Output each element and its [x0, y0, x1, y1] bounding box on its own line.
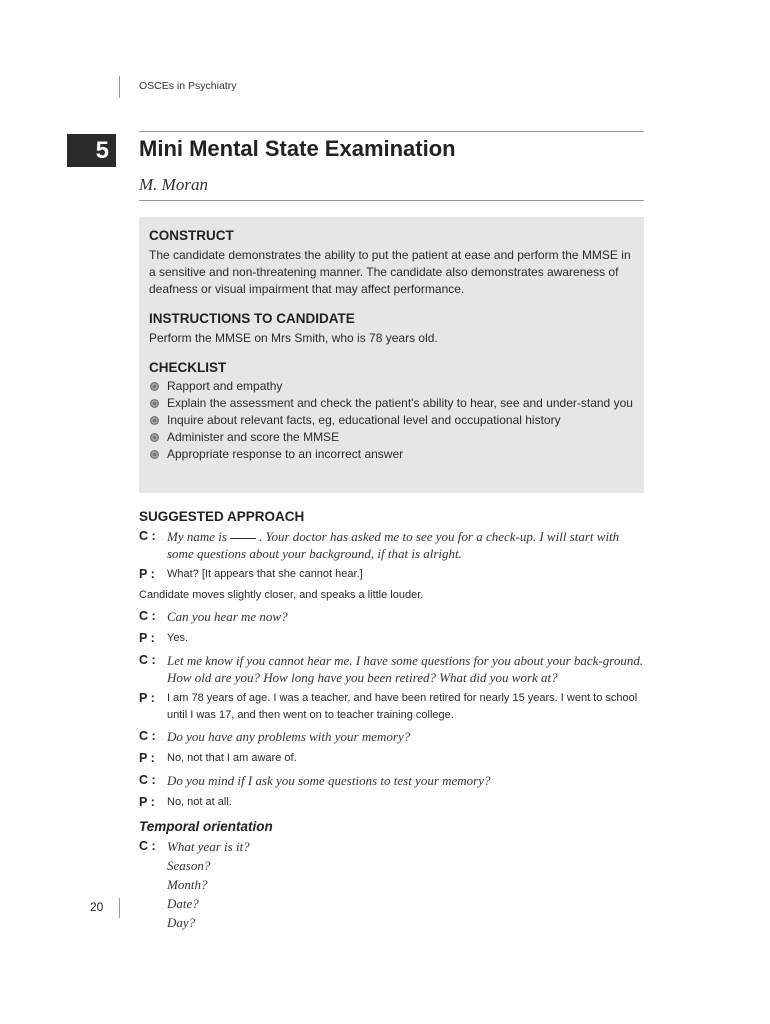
title-rule-bottom — [139, 200, 644, 201]
utterance-text: Do you mind if I ask you some questions to test your memory? — [167, 773, 491, 788]
utterance-text: Can you hear me now? — [167, 609, 288, 624]
dialogue-line-candidate — [139, 771, 645, 790]
speaker-label: P : — [139, 691, 155, 705]
checklist — [149, 378, 634, 463]
speaker-label: C : — [139, 529, 156, 543]
followup-question: Month? — [167, 877, 208, 892]
temporal-orientation-heading: Temporal orientation — [139, 819, 273, 834]
followup-question: Season? — [167, 858, 211, 873]
instructions-text: Perform the MMSE on Mrs Smith, who is 78 years old. — [149, 331, 438, 345]
checklist-item: Explain the assessment and check the patient's ability to hear, see and under-stand you — [149, 395, 634, 412]
page-number: 20 — [90, 900, 104, 914]
narration: Candidate moves slightly closer, and speaks a little louder. — [139, 589, 424, 601]
checklist-heading: CHECKLIST — [149, 360, 227, 375]
name-blank — [230, 538, 256, 539]
speaker-label: C : — [139, 773, 156, 787]
checklist-section — [149, 359, 634, 463]
dialogue-line-candidate — [139, 527, 645, 562]
bullet-icon — [150, 416, 159, 425]
speaker-label: C : — [139, 839, 156, 853]
instructions-section — [149, 310, 634, 347]
left-rule-top — [119, 76, 120, 98]
followup-question: Date? — [167, 896, 199, 911]
title-rule-top — [139, 131, 644, 132]
checklist-item: Rapport and empathy — [149, 378, 634, 395]
utterance-text: What year is it? — [167, 839, 250, 854]
dialogue-line-patient — [139, 629, 645, 648]
instructions-heading: INSTRUCTIONS TO CANDIDATE — [149, 311, 355, 326]
dialogue-line-patient — [139, 793, 645, 812]
speaker-label: P : — [139, 567, 155, 581]
utterance-text: What? [It appears that she cannot hear.] — [167, 568, 363, 580]
bullet-icon — [150, 450, 159, 459]
utterance-text: No, not that I am aware of. — [167, 752, 297, 764]
suggested-approach — [139, 508, 645, 932]
bullet-icon — [150, 433, 159, 442]
dialogue-line-candidate — [139, 727, 645, 746]
dialogue-line-patient — [139, 689, 645, 724]
checklist-item: Inquire about relevant facts, eg, educational level and occupational history — [149, 412, 634, 429]
construct-text: The candidate demonstrates the ability to put the patient at ease and perform the MMSE in a sensitive and non-threatening manner. The candidate also demonstrates awareness of deafness or visual impairment that may affect performance. — [149, 248, 631, 296]
chapter-title: Mini Mental State Examination — [139, 136, 456, 161]
followup-question: Day? — [167, 915, 196, 930]
speaker-label: P : — [139, 795, 155, 809]
checklist-item: Appropriate response to an incorrect answer — [149, 446, 634, 463]
speaker-label: P : — [139, 631, 155, 645]
utterance-text: I am 78 years of age. I was a teacher, and have been retired for nearly 15 years. I went to school until I was 17, and then went on to teacher training college. — [167, 692, 638, 721]
dialogue-line-candidate — [139, 837, 645, 856]
approach-heading: SUGGESTED APPROACH — [139, 509, 305, 524]
summary-box — [139, 217, 644, 493]
utterance-text: No, not at all. — [167, 796, 232, 808]
utterance-text: Yes. — [167, 632, 189, 644]
bullet-icon — [150, 399, 159, 408]
speaker-label: C : — [139, 609, 156, 623]
dialogue-line-candidate — [139, 607, 645, 626]
utterance-text: My name is — [167, 529, 227, 544]
construct-heading: CONSTRUCT — [149, 228, 234, 243]
chapter-number-badge: 5 — [67, 134, 116, 167]
chapter-author: M. Moran — [139, 175, 208, 194]
speaker-label: C : — [139, 729, 156, 743]
dialogue-line-patient — [139, 749, 645, 768]
speaker-label: C : — [139, 653, 156, 667]
construct-section — [149, 227, 634, 298]
utterance-text: Let me know if you cannot hear me. I have some questions for you about your back-ground. How old are you? How long have you been retired? What did you work at? — [167, 653, 644, 685]
checklist-item: Administer and score the MMSE — [149, 429, 634, 446]
dialogue-line-candidate — [139, 651, 645, 686]
bullet-icon — [150, 382, 159, 391]
utterance-text: Do you have any problems with your memory? — [167, 729, 411, 744]
utterance-text: . Your doctor has asked me to see you for a check-up. I will start with some questions about your background, if that is alright. — [167, 529, 620, 561]
running-head: OSCEs in Psychiatry — [139, 80, 237, 92]
speaker-label: P : — [139, 751, 155, 765]
dialogue-line-patient — [139, 565, 645, 584]
left-rule-bottom — [119, 898, 120, 918]
